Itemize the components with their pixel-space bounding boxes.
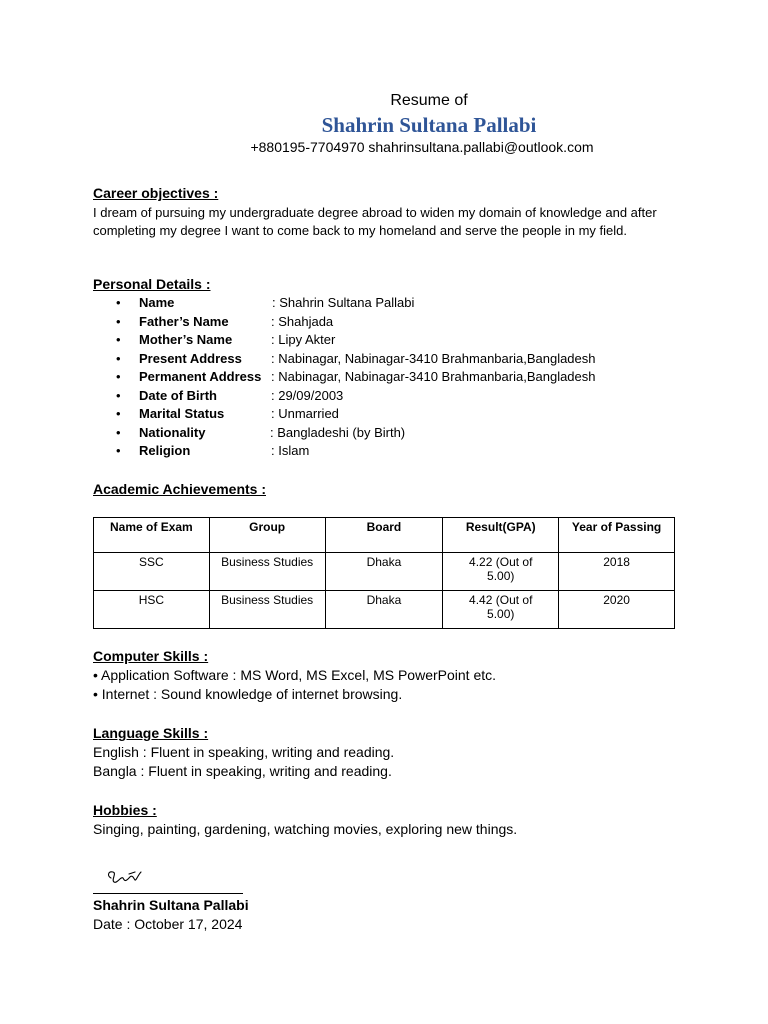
signature-line — [93, 893, 243, 894]
language-skill-item: Bangla : Fluent in speaking, writing and reading. — [93, 763, 392, 779]
computer-heading: Computer Skills : — [93, 648, 209, 664]
personal-item-permanent-address — [0, 369, 700, 387]
column-header: Result(GPA) — [443, 518, 559, 553]
bullet-icon: • — [116, 406, 121, 421]
bullet-icon: • — [116, 369, 121, 384]
computer-skill-item: • Application Software : MS Word, MS Excel, MS PowerPoint etc. — [93, 667, 497, 683]
language-heading: Language Skills : — [93, 725, 209, 741]
personal-item-value: : Shahjada — [271, 314, 334, 329]
personal-item-marital-status — [0, 406, 700, 424]
table-cell: 4.22 (Out of 5.00) — [443, 553, 559, 591]
hobbies-heading: Hobbies : — [93, 802, 157, 818]
column-header: Board — [325, 518, 443, 553]
bullet-icon: • — [116, 351, 121, 366]
table-cell: HSC — [94, 591, 210, 629]
column-header: Year of Passing — [559, 518, 675, 553]
table-cell: SSC — [94, 553, 210, 591]
table-cell: Dhaka — [325, 553, 443, 591]
resume-title: Resume of — [390, 92, 468, 109]
column-header: Name of Exam — [94, 518, 210, 553]
bullet-icon: • — [116, 388, 121, 403]
table-row — [94, 591, 675, 629]
personal-item-value: : Unmarried — [271, 406, 339, 421]
bullet-icon: • — [116, 443, 121, 458]
personal-item-value: : Shahrin Sultana Pallabi — [272, 295, 415, 310]
table-row — [94, 553, 675, 591]
bullet-icon: • — [116, 332, 121, 347]
academic-heading: Academic Achievements : — [93, 481, 266, 497]
personal-item-key: Date of Birth — [139, 388, 217, 403]
contact-line: +880195-7704970 shahrinsultana.pallabi@outlook.com — [250, 139, 594, 155]
table-cell: Dhaka — [325, 591, 443, 629]
table-cell: 4.42 (Out of 5.00) — [443, 591, 559, 629]
table-cell: Business Studies — [209, 553, 325, 591]
personal-item-present-address — [0, 351, 700, 369]
hobbies-text: Singing, painting, gardening, watching movies, exploring new things. — [93, 821, 518, 837]
personal-item-value: : Bangladeshi (by Birth) — [270, 425, 406, 440]
personal-item-key: Nationality — [139, 425, 206, 440]
personal-item-key: Father’s Name — [139, 314, 229, 329]
bullet-icon: • — [116, 425, 121, 440]
personal-item-value: : Lipy Akter — [271, 332, 336, 347]
career-text: I dream of pursuing my undergraduate degree abroad to widen my domain of knowledge and after completing my degree I want to come back to my homeland and serve the people in my field. — [93, 205, 657, 238]
personal-item-mother — [0, 332, 700, 350]
language-skill-item: English : Fluent in speaking, writing and reading. — [93, 744, 395, 760]
personal-item-name — [0, 295, 700, 313]
signature-date: Date : October 17, 2024 — [93, 916, 243, 932]
table-cell: 2018 — [559, 553, 675, 591]
signature-name: Shahrin Sultana Pallabi — [93, 897, 249, 913]
candidate-name: Shahrin Sultana Pallabi — [321, 113, 537, 137]
personal-item-value: : Nabinagar, Nabinagar-3410 Brahmanbaria,Bangladesh — [271, 369, 596, 384]
personal-heading: Personal Details : — [93, 276, 211, 292]
computer-skill-item: • Internet : Sound knowledge of internet browsing. — [93, 686, 403, 702]
bullet-icon: • — [116, 295, 121, 310]
handwritten-signature — [105, 866, 145, 888]
personal-item-value: : Nabinagar, Nabinagar-3410 Brahmanbaria,Bangladesh — [271, 351, 596, 366]
personal-item-key: Religion — [139, 443, 191, 458]
career-heading: Career objectives : — [93, 185, 219, 201]
personal-item-dob — [0, 388, 700, 406]
personal-item-key: Present Address — [139, 351, 242, 366]
personal-item-key: Mother’s Name — [139, 332, 233, 347]
personal-item-father — [0, 314, 700, 332]
personal-item-religion — [0, 443, 700, 461]
table-cell: Business Studies — [209, 591, 325, 629]
table-cell: 2020 — [559, 591, 675, 629]
bullet-icon: • — [116, 314, 121, 329]
personal-item-nationality — [0, 425, 700, 443]
personal-item-key: Permanent Address — [139, 369, 262, 384]
academic-table — [93, 517, 675, 629]
column-header: Group — [209, 518, 325, 553]
table-header-row — [94, 518, 675, 553]
personal-item-key: Marital Status — [139, 406, 225, 421]
personal-item-value: : 29/09/2003 — [271, 388, 344, 403]
personal-item-value: : Islam — [271, 443, 310, 458]
personal-item-key: Name — [139, 295, 175, 310]
